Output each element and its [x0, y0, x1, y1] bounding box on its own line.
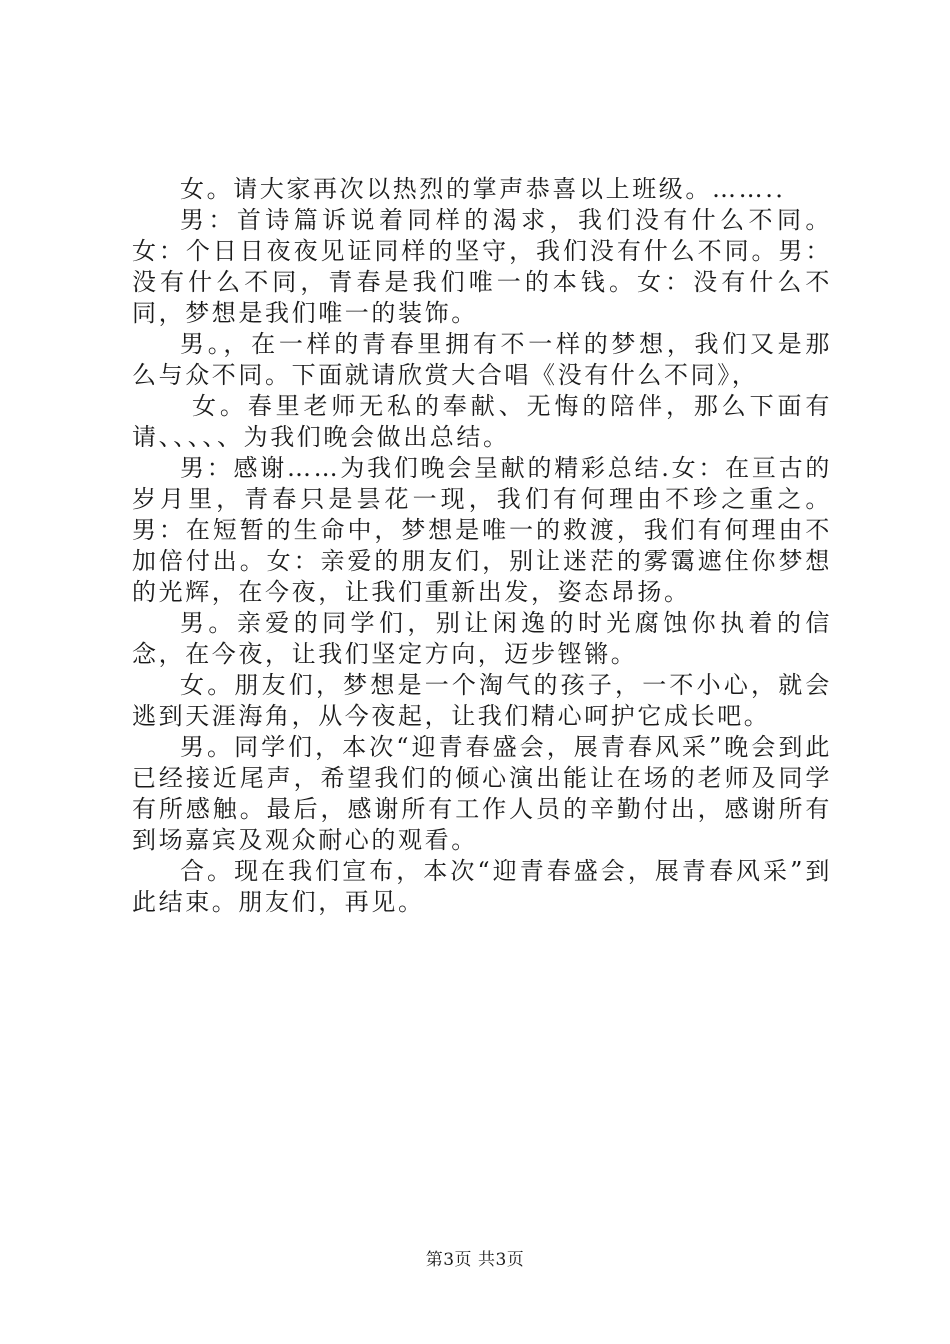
paragraph-3: 男。，在一样的青春里拥有不一样的梦想，我们又是那么与众不同。下面就请欣赏大合唱《没有什么不同》，	[132, 330, 832, 389]
paragraph-2: 男：首诗篇诉说着同样的渴求，我们没有什么不同。女：个日日夜夜见证同样的坚守，我们没有什么不同。男：没有什么不同，青春是我们唯一的本钱。女：没有什么不同，梦想是我们唯一的装饰。	[132, 206, 832, 327]
page-footer	[0, 1245, 950, 1270]
paragraph-8: 男。同学们，本次“迎青春盛会，展青春风采”晚会到此已经接近尾声，希望我们的倾心演出能让在场的老师及同学有所感触。最后，感谢所有工作人员的辛勤付出，感谢所有到场嘉宾及观众耐心的观看。	[132, 733, 832, 854]
paragraph-6: 男。亲爱的同学们，别让闲逸的时光腐蚀你执着的信念，在今夜，让我们坚定方向，迈步铿锵。	[132, 609, 832, 668]
document-body	[132, 174, 832, 918]
paragraph-1: 女。请大家再次以热烈的掌声恭喜以上班级。…….．	[180, 175, 803, 203]
page-number-label: 第3页 共3页	[425, 1250, 525, 1270]
paragraph-4: 女。春里老师无私的奉献、无悔的陪伴，那么下面有请、、、、、为我们晚会做出总结。	[132, 392, 832, 451]
paragraph-7: 女。朋友们，梦想是一个淘气的孩子，一不小心，就会逃到天涯海角，从今夜起，让我们精心呵护它成长吧。	[132, 671, 832, 730]
paragraph-9: 合。现在我们宣布，本次“迎青春盛会，展青春风采”到此结束。朋友们，再见。	[132, 857, 832, 916]
paragraph-5: 男：感谢……为我们晚会呈献的精彩总结.女：在亘古的岁月里，青春只是昙花一现，我们有何理由不珍之重之。男：在短暂的生命中，梦想是唯一的救渡，我们有何理由不加倍付出。女：亲爱的朋友们，别让迷茫的雾霭遮住你梦想的光辉，在今夜，让我们重新出发，姿态昂扬。	[132, 454, 832, 606]
